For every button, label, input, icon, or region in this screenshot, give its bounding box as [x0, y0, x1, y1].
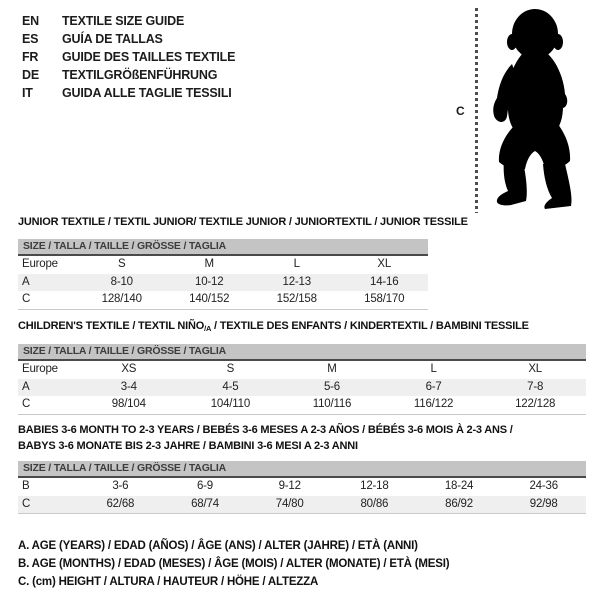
language-header [22, 12, 235, 102]
row-label: C [22, 398, 31, 410]
legend-line-c: C. (cm) HEIGHT / ALTURA / HAUTEUR / HÖHE / ALTEZZA [18, 576, 319, 588]
size-value: 12-18 [360, 480, 389, 492]
lang-code: ES [22, 32, 39, 46]
size-value: 98/104 [111, 398, 146, 410]
lang-row-it [22, 84, 235, 102]
lang-row-de [22, 66, 235, 84]
row-label: B [22, 480, 30, 492]
size-value: 62/68 [106, 497, 135, 510]
measure-legend [18, 537, 449, 591]
size-value: 6-9 [196, 480, 214, 492]
size-bar-label: SIZE / TALLA / TAILLE / GRÖSSE / TAGLIA [18, 239, 428, 256]
lang-code: FR [22, 50, 39, 64]
size-value: 3-6 [112, 480, 129, 492]
size-value: 9-12 [278, 480, 301, 492]
lang-title: GUIDE DES TAILLES TEXTILE [62, 50, 236, 64]
table-row [18, 496, 586, 514]
junior-size-table [18, 239, 428, 310]
children-size-table [18, 344, 586, 415]
junior-table-body [18, 256, 428, 309]
children-title-subscript: /A [204, 324, 212, 333]
table-row [18, 361, 586, 379]
section-title-children [18, 320, 529, 332]
row-label: C [22, 293, 31, 305]
table-row [18, 274, 428, 292]
size-value: XL [377, 258, 392, 270]
table-row [18, 396, 586, 414]
measurement-figure [448, 4, 598, 216]
size-value: M [327, 363, 337, 375]
row-label: Europe [22, 363, 58, 375]
size-value: S [226, 363, 235, 375]
lang-title: TEXTILE SIZE GUIDE [62, 14, 185, 28]
section-title-babies-line2: BABYS 3-6 MONATE BIS 2-3 JAHRE / BAMBINI 3-6 MESI A 2-3 ANNI [18, 440, 358, 452]
size-value: 68/74 [191, 497, 219, 510]
lang-code: EN [22, 14, 39, 28]
table-row [18, 291, 428, 309]
size-bar-label: SIZE / TALLA / TAILLE / GRÖSSE / TAGLIA [18, 344, 586, 361]
toddler-silhouette-image [484, 6, 584, 211]
legend-line-b: B. AGE (MONTHS) / EDAD (MESES) / ÂGE (MOIS) / ALTER (MONATE) / ETÀ (MESI) [18, 558, 450, 570]
size-value: 110/116 [312, 398, 352, 410]
size-value: XS [121, 363, 137, 375]
size-value: 86/92 [445, 497, 473, 510]
size-value: 6-7 [425, 380, 442, 393]
size-value: 8-10 [110, 275, 133, 288]
children-table-body [18, 361, 586, 414]
size-value: 116/122 [413, 398, 454, 410]
table-row [18, 379, 586, 397]
size-value: 158/170 [364, 293, 405, 305]
height-measure-label: C [456, 104, 465, 118]
babies-table-body [18, 478, 586, 513]
size-value: XL [528, 363, 542, 375]
lang-title: GUIDA ALLE TAGLIE TESSILI [62, 86, 232, 100]
lang-code: DE [22, 68, 39, 82]
lang-row-es [22, 30, 235, 48]
size-value: 128/140 [101, 293, 142, 305]
size-bar-label: SIZE / TALLA / TAILLE / GRÖSSE / TAGLIA [18, 461, 586, 478]
row-label: C [22, 497, 31, 510]
size-value: 152/158 [276, 293, 317, 305]
size-value: M [204, 258, 214, 270]
size-value: 80/86 [360, 497, 389, 510]
size-value: 3-4 [120, 380, 137, 393]
lang-row-en [22, 12, 235, 30]
size-value: 140/152 [189, 293, 230, 305]
table-row [18, 256, 428, 274]
babies-size-table [18, 461, 586, 514]
children-title-prefix: CHILDREN'S TEXTILE / TEXTIL NIÑO [18, 320, 205, 332]
size-value: 5-6 [323, 380, 340, 393]
size-value: 10-12 [195, 275, 224, 288]
size-value: 74/80 [275, 497, 304, 510]
size-value: S [118, 258, 126, 270]
legend-line-a: A. AGE (YEARS) / EDAD (AÑOS) / ÂGE (ANS) / ALTER (JAHRE) / ETÀ (ANNI) [18, 540, 418, 552]
size-value: 14-16 [370, 275, 399, 288]
section-title-babies-line1: BABIES 3-6 MONTH TO 2-3 YEARS / BEBÉS 3-6 MESES A 2-3 AÑOS / BÉBÉS 3-6 MOIS À 2-3 ANS / [18, 424, 513, 436]
row-label: Europe [22, 258, 58, 270]
size-value: 122/128 [515, 398, 556, 410]
size-value: 12-13 [282, 275, 311, 288]
table-row [18, 478, 586, 496]
size-value: 18-24 [444, 480, 474, 492]
size-value: 7-8 [527, 380, 544, 393]
size-value: 4-5 [222, 380, 239, 393]
size-value: 104/110 [210, 398, 251, 410]
lang-title: TEXTILGRÖßENFÜHRUNG [62, 68, 218, 82]
children-title-suffix: / TEXTILE DES ENFANTS / KINDERTEXTIL / BAMBINI TESSILE [211, 320, 529, 332]
lang-title: GUÍA DE TALLAS [62, 32, 163, 46]
size-value: 24-36 [529, 480, 558, 492]
size-value: L [293, 258, 300, 270]
lang-row-fr [22, 48, 235, 66]
lang-code: IT [22, 86, 33, 100]
row-label: A [22, 275, 30, 288]
section-title-junior: JUNIOR TEXTILE / TEXTIL JUNIOR/ TEXTILE JUNIOR / JUNIORTEXTIL / JUNIOR TESSILE [18, 216, 468, 228]
height-dotted-line [475, 8, 478, 213]
size-value: 92/98 [529, 497, 558, 510]
size-value: L [430, 363, 437, 375]
row-label: A [22, 380, 30, 393]
